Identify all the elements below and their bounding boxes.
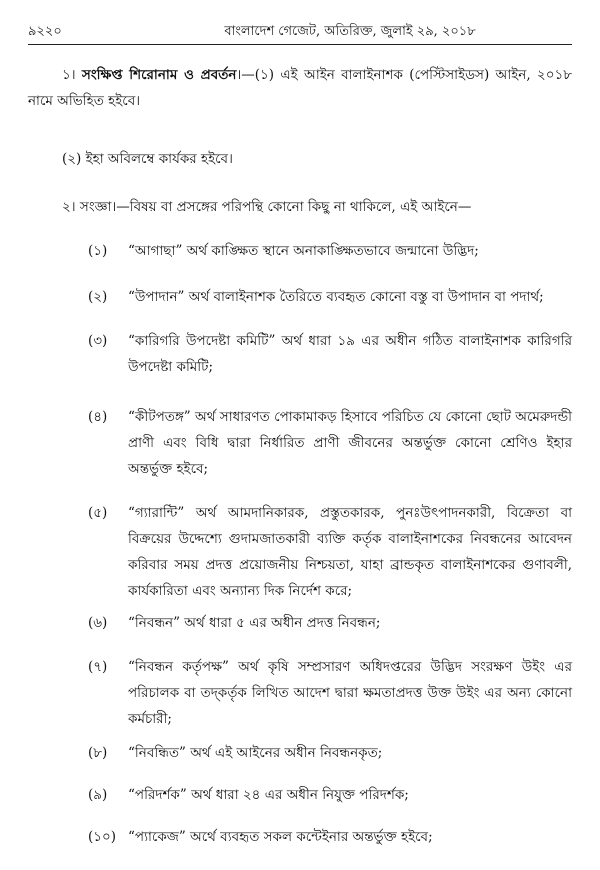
- section-1-paragraph: [28, 62, 572, 114]
- section-1-subsection-2: (২) ইহা অবিলম্বে কার্যকর হইবে।: [62, 151, 233, 167]
- definition-text: “উপাদান” অর্থ বালাইনাশক তৈরিতে ব্যবহৃত কোনো বস্তু বা উপাদান বা পদার্থ;: [128, 289, 544, 305]
- definition-text: “কীটপতঙ্গ” অর্থ সাধারণত পোকামাকড় হিসাবে পরিচিত যে কোনো ছোট অমেরুদন্ডী প্রাণী এবং বিধি দ্বারা নির্ধারিত প্রাণী জীবনের অন্তর্ভুক্ত কোনো শ্রেণিও ইহার অন্তর্ভুক্ত হইবে;: [128, 409, 572, 477]
- definition-number: (১০): [88, 829, 117, 845]
- definition-text: “আগাছা” অর্থ কাঙ্ক্ষিত স্থানে অনাকাঙ্ক্ষিতভাবে জন্মানো উদ্ভিদ;: [128, 243, 479, 259]
- page-header: [28, 22, 572, 42]
- definition-number: (৮): [88, 745, 108, 761]
- definition-number: (৩): [88, 333, 108, 349]
- page-number: ৯২২০: [28, 24, 62, 39]
- section-1-text: ।—(১) এই আইন বালাইনাশক (পেস্টিসাইডস) আইন, ২০১৮ নামে অভিহিত হইবে।: [28, 67, 573, 109]
- definition-text: “পরিদর্শক” অর্থ ধারা ২৪ এর অধীন নিযুক্ত পরিদর্শক;: [128, 787, 409, 803]
- definition-number: (৫): [88, 505, 108, 521]
- definition-item: [88, 404, 572, 482]
- gazette-title: বাংলাদেশ গেজেট, অতিরিক্ত, জুলাই ২৯, ২০১৮: [224, 24, 476, 39]
- definition-item: [88, 654, 572, 732]
- definition-item: [88, 238, 572, 264]
- definition-text: “গ্যারান্টি” অর্থ আমদানিকারক, প্রস্তুতকারক, পুনঃউৎপাদনকারী, বিক্রেতা বা বিক্রয়ের উদ্দেশ্যে গুদামজাতকারী ব্যক্তি কর্তৃক বালাইনাশকের নিবন্ধনের আবেদন করিবার সময় প্রদত্ত প্রয়োজনীয় নিশ্চয়তা, যাহা ব্রান্ডকৃত বালাইনাশকের গুণাবলী, কার্যকারিতা এবং অন্যান্য দিক নির্দেশ করে;: [128, 505, 572, 599]
- definition-item: [88, 610, 572, 636]
- section-1-number: ১।: [62, 67, 76, 83]
- definition-text: “নিবন্ধন” অর্থ ধারা ৫ এর অধীন প্রদত্ত নিবন্ধন;: [128, 615, 381, 631]
- definition-item: [88, 500, 572, 604]
- definition-number: (৬): [88, 615, 108, 631]
- definition-item: [88, 824, 572, 850]
- definition-number: (৯): [88, 787, 108, 803]
- header-rule: [28, 44, 572, 45]
- definition-item: [88, 782, 572, 808]
- definition-number: (২): [88, 289, 108, 305]
- definition-number: (৭): [88, 659, 108, 675]
- definition-item: [88, 284, 572, 310]
- definition-text: “প্যাকেজ” অর্থে ব্যবহৃত সকল কন্টেইনার অন্তর্ভুক্ত হইবে;: [128, 829, 433, 845]
- section-2-intro: ২। সংজ্ঞা।—বিষয় বা প্রসঙ্গের পরিপন্থি কোনো কিছু না থাকিলে, এই আইনে—: [62, 199, 472, 215]
- definition-number: (৪): [88, 409, 108, 425]
- definition-text: “নিবন্ধিত” অর্থ এই আইনের অধীন নিবন্ধনকৃত;: [128, 745, 383, 761]
- definition-number: (১): [88, 243, 108, 259]
- section-1-heading: সংক্ষিপ্ত শিরোনাম ও প্রবর্তন: [81, 67, 237, 83]
- definition-item: [88, 740, 572, 766]
- definition-text: “নিবন্ধন কর্তৃপক্ষ” অর্থ কৃষি সম্প্রসারণ অধিদপ্তরের উদ্ভিদ সংরক্ষণ উইং এর পরিচালক বা তদ্‌কর্তৃক লিখিত আদেশ দ্বারা ক্ষমতাপ্রদত্ত উক্ত উইং এর অন্য কোনো কর্মচারী;: [128, 659, 572, 727]
- definition-text: “কারিগরি উপদেষ্টা কমিটি” অর্থ ধারা ১৯ এর অধীন গঠিত বালাইনাশক কারিগরি উপদেষ্টা কমিটি;: [128, 333, 572, 375]
- definition-item: [88, 328, 572, 380]
